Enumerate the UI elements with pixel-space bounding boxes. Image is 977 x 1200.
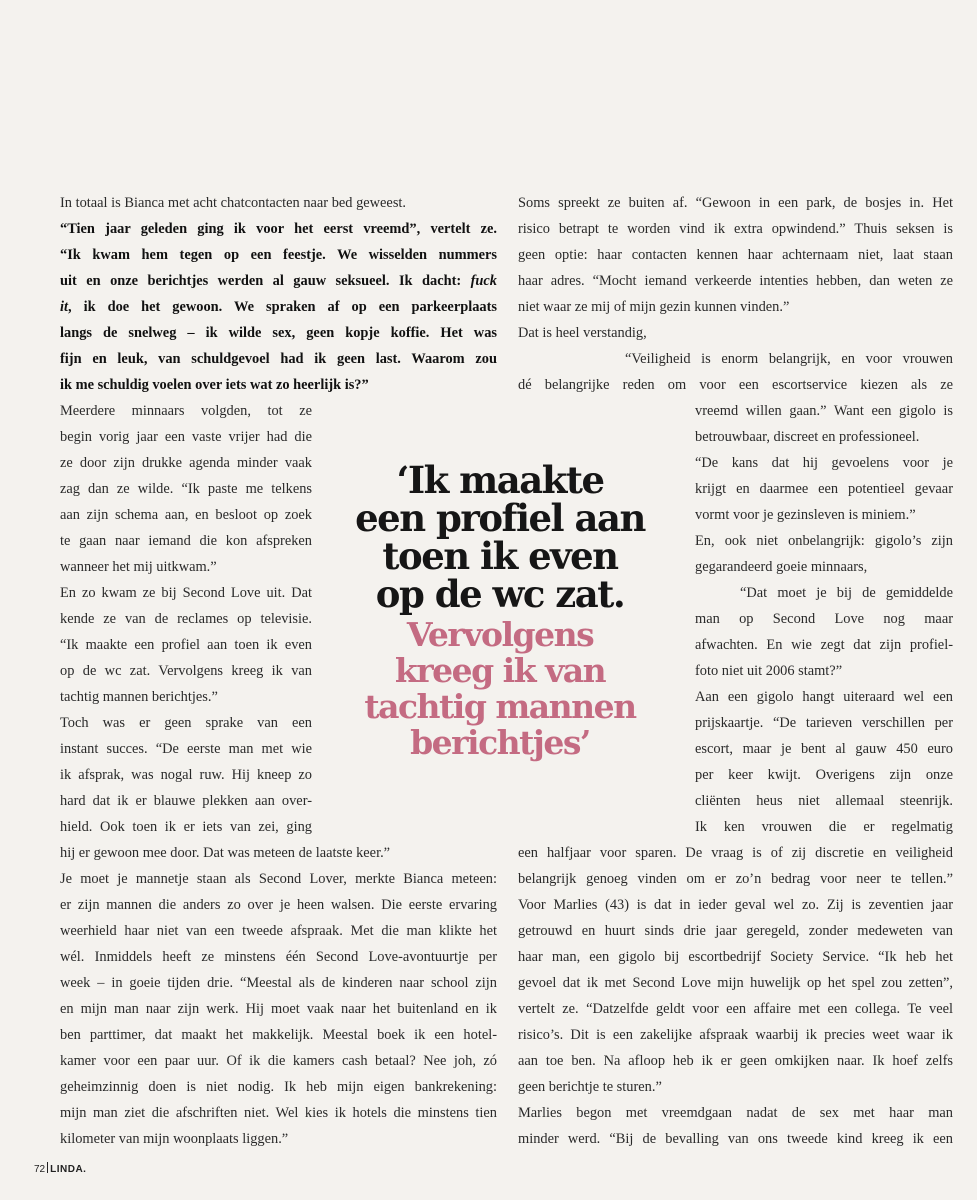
left-column-line: op de wc zat. Vervolgens kreeg ik van (60, 663, 312, 679)
left-column-line: kamer voor een paar uur. Of ik die kamers cash betaal? Nee joh, zó (60, 1053, 497, 1069)
left-column-line: weerhield haar niet van een tweede afspraak. Met die man klikte het (60, 923, 497, 939)
right-column-line: betrouwbaar, discreet en professioneel. (695, 429, 920, 445)
left-column-line: kende ze van de reclames op televisie. (60, 611, 312, 627)
right-column-line: haar man, een gigolo bij escortbedrijf Society Service. “Ik heb het (518, 949, 953, 965)
pull-quote-accent-line: berichtjes’ (410, 723, 590, 762)
right-column-line: Aan een gigolo hangt uiteraard wel een (695, 689, 953, 705)
right-column-line: foto niet uit 2006 stamt?” (695, 663, 843, 679)
right-column-line: per keer kwijt. Overigens zijn onze (695, 767, 953, 783)
right-column-line: Marlies begon met vreemdgaan nadat de sex met haar man (518, 1105, 953, 1121)
right-column-line: “Dat moet je bij de gemiddelde (740, 585, 953, 601)
left-column-line: fijn en leuk, van schuldgevoel had ik geen last. Waarom zou (60, 351, 497, 367)
left-column-line: wanneer het mij uitkwam.” (60, 559, 217, 575)
right-column-line: man op Second Love nog maar (695, 611, 953, 627)
right-column-line: risico betrapt te worden vind ik extra opwindend.” Thuis seksen is (518, 221, 953, 237)
left-column-line: hield. Ook toen ik er iets van zei, ging (60, 819, 312, 835)
left-column-line: Toch was er geen sprake van een (60, 715, 312, 731)
left-column-line: uit en onze berichtjes werden al gauw seksueel. Ik dacht: fuck (60, 273, 497, 289)
right-column-line: vreemd willen gaan.” Want een gigolo is (695, 403, 953, 419)
left-column-line: begin vorig jaar een vaste vrijer had die (60, 429, 312, 445)
right-column-line: risico’s. Dit is een zakelijke afspraak waarbij ik precies weet waar ik (518, 1027, 953, 1043)
left-column-line: ik me schuldig voelen over iets wat zo heerlijk is?” (60, 377, 369, 393)
left-column-line: wél. Inmiddels heeft ze minstens één Second Love-avontuurtje per (60, 949, 497, 965)
left-column-line: te gaan naar iemand die kon afspreken (60, 533, 312, 549)
left-column-line: “Ik kwam hem tegen op een feestje. We wisselden nummers (60, 247, 497, 263)
right-column-line: “De kans dat hij gevoelens voor je (695, 455, 953, 471)
right-column-line: geen berichtje te sturen.” (518, 1079, 662, 1095)
magazine-name: LINDA. (50, 1164, 87, 1175)
right-column-line: belangrijk genoeg vinden om er zo’n bedrag voor neer te tellen.” (518, 871, 953, 887)
right-column-line: een halfjaar voor sparen. De vraag is of zij discretie en veiligheid (518, 845, 953, 861)
right-column-line: prijskaartje. “De tarieven verschillen per (695, 715, 953, 731)
left-column-line: En zo kwam ze bij Second Love uit. Dat (60, 585, 312, 601)
left-column-line: zag dan ze wilde. “Ik paste me telkens (60, 481, 312, 497)
right-column-line: cliënten heus niet allemaal steenrijk. (695, 793, 953, 809)
left-column-line: en mijn man naar zijn werk. Hij moet vaak naar het buitenland en ik (60, 1001, 497, 1017)
pull-quote-line: op de wc zat. (375, 572, 625, 616)
page-footer (34, 1162, 86, 1175)
page-number: 72 (34, 1164, 46, 1175)
left-column-line: hard dat ik er blauwe plekken aan over- (60, 793, 312, 809)
left-column-line: Meerdere minnaars volgden, tot ze (60, 403, 312, 419)
right-column-line: getrouwd en huurt sinds drie jaar geregeld, zonder medeweten van (518, 923, 953, 939)
right-column-line: gevoel dat ik met Second Love mijn huwelijk op het spel zou zetten”, (518, 975, 953, 991)
right-column-line: geen optie: haar contacten kennen haar achternaam niet, laat staan (518, 247, 953, 263)
left-column-line: ze door zijn drukke agenda minder vaak (60, 455, 312, 471)
left-column-line: “Tien jaar geleden ging ik voor het eerst vreemd”, vertelt ze. (60, 221, 497, 237)
pull-quote-line: een profiel aan (355, 496, 645, 540)
left-column-line: er zijn mannen die anders zo over je heen walsen. Die eerste ervaring (60, 897, 497, 913)
right-column-line: vertelt ze. “Datzelfde geldt voor een affaire met een collega. Te veel (518, 1001, 953, 1017)
left-column-line: tachtig mannen berichtjes.” (60, 689, 218, 705)
right-column-line: Voor Marlies (43) is dat in ieder geval wel zo. Zij is zeventien jaar (518, 897, 953, 913)
right-column-line: afwachten. En wie zegt dat zijn profiel- (695, 637, 953, 653)
right-column-line: niet waar ze mij of mijn gezin kunnen vinden.” (518, 299, 790, 315)
left-column-line: geheimzinnig doen is niet nodig. Ik heb mijn eigen bankrekening: (60, 1079, 497, 1095)
right-column-line: minder werd. “Bij de bevalling van ons tweede kind kreeg ik een (518, 1131, 953, 1147)
left-column-line: instant succes. “De eerste man met wie (60, 741, 312, 757)
left-column-line: aan zijn schema aan, en besloot op zoek (60, 507, 312, 523)
pull-quote-accent-line: tachtig mannen (364, 687, 636, 726)
right-column-line: haar adres. “Mocht iemand verkeerde intenties hebben, dan weten ze (518, 273, 953, 289)
pull-quote-accent-line: Vervolgens (406, 615, 594, 654)
right-column-line: gegarandeerd goeie minnaars, (695, 559, 868, 575)
left-column-line: ben parttimer, dat maakt het makkelijk. Meestal boek ik een hotel- (60, 1027, 497, 1043)
left-column-line: kilometer van mijn woonplaats liggen.” (60, 1131, 289, 1147)
left-column-line: mijn man ziet die afschriften niet. Wel kies ik hotels die minstens tien (60, 1105, 497, 1121)
right-column-line: dé belangrijke reden om voor een escortservice kiezen als ze (518, 377, 953, 393)
right-column-line: escort, maar je bent al gauw 450 euro (695, 741, 953, 757)
pull-quote-accent-line: kreeg ik van (394, 651, 606, 690)
right-column-line: Ik ken vrouwen die er regelmatig (695, 819, 953, 835)
right-column-line: vormt voor je gezinsleven is miniem.” (695, 507, 916, 523)
right-column-line: Dat is heel verstandig, (518, 325, 647, 341)
right-column-line: aan toe ben. Na afloop heb ik er geen omkijken naar. Ik hoef zelfs (518, 1053, 953, 1069)
right-column-line: Soms spreekt ze buiten af. “Gewoon in een park, de bosjes in. Het (518, 195, 953, 211)
left-column-line: Je moet je mannetje staan als Second Lover, merkte Bianca meteen: (60, 871, 497, 887)
right-column-line: krijgt en daarmee een potentieel gevaar (695, 481, 953, 497)
left-column-line: it, ik doe het gewoon. We spraken af op een parkeerplaats (60, 299, 497, 315)
left-column-line: “Ik maakte een profiel aan toen ik even (60, 637, 312, 653)
right-column-line: En, ook niet onbelangrijk: gigolo’s zijn (695, 533, 953, 549)
left-column-line: In totaal is Bianca met acht chatcontacten naar bed geweest. (60, 195, 407, 211)
left-column-line: hij er gewoon mee door. Dat was meteen de laatste keer.” (60, 845, 391, 861)
left-column-line: ik afsprak, was nogal ruw. Hij kneep zo (60, 767, 312, 783)
pull-quote-line: ‘Ik maakte (396, 458, 604, 502)
footer-divider (47, 1162, 48, 1173)
left-column-line: week – in goeie tijden drie. “Meestal als de kinderen naar school zijn (60, 975, 497, 991)
pull-quote-line: toen ik even (382, 534, 618, 578)
left-column-line: langs de snelweg – ik wilde sex, geen kopje koffie. Het was (60, 325, 497, 341)
right-column-line: “Veiligheid is enorm belangrijk, en voor vrouwen (625, 351, 953, 367)
